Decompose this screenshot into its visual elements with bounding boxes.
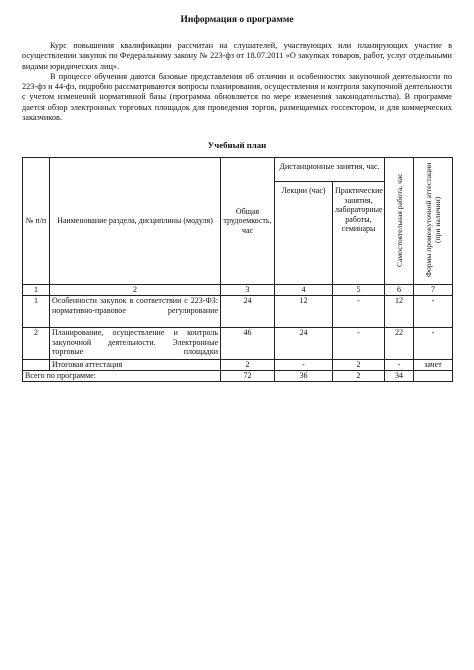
table-row bbox=[23, 296, 453, 328]
summary-lectures: 36 bbox=[275, 371, 333, 382]
column-number: 4 bbox=[275, 285, 333, 296]
attestation-lectures: - bbox=[275, 360, 333, 371]
attestation-total: 2 bbox=[221, 360, 275, 371]
attestation-self: - bbox=[385, 360, 414, 371]
row-forms: - bbox=[414, 296, 453, 328]
header-num: № п/п bbox=[23, 158, 50, 285]
row-lectures: 24 bbox=[275, 328, 333, 360]
curriculum-table bbox=[22, 157, 453, 382]
summary-row bbox=[23, 371, 453, 382]
intro-paragraph-1: Курс повышения квалификации рассчитан на слушателей, участвующих или планирующих участие в осуществлении закупок по Федеральному закону № 223-фз от 18.07.2011 «О закупках товаров, работ, услуг отдельными видами юридических лиц». bbox=[22, 41, 452, 71]
column-number: 6 bbox=[385, 285, 414, 296]
header-practical: Практические занятия, лабораторные работы, семинары bbox=[333, 182, 385, 285]
header-row-1 bbox=[23, 158, 453, 182]
summary-self: 34 bbox=[385, 371, 414, 382]
header-forms: Формы промежуточной аттестации (при наличии) bbox=[414, 158, 453, 285]
column-number: 1 bbox=[23, 285, 50, 296]
header-self: Самостоятельная работа, час bbox=[385, 158, 414, 285]
attestation-practical: 2 bbox=[333, 360, 385, 371]
header-name: Наименование раздела, дисциплины (модуля) bbox=[50, 158, 221, 285]
row-total: 24 bbox=[221, 296, 275, 328]
row-total: 46 bbox=[221, 328, 275, 360]
row-self: 12 bbox=[385, 296, 414, 328]
row-forms: - bbox=[414, 328, 453, 360]
column-numbers-row bbox=[23, 285, 453, 296]
header-total: Общая трудоемкость, час bbox=[221, 158, 275, 285]
column-number: 7 bbox=[414, 285, 453, 296]
table-row bbox=[23, 328, 453, 360]
row-practical: - bbox=[333, 296, 385, 328]
row-num: 2 bbox=[23, 328, 50, 360]
row-name: Планирование, осуществление и контроль закупочной деятельности. Электронные торговые площадки bbox=[50, 328, 221, 360]
summary-total: 72 bbox=[221, 371, 275, 382]
summary-forms bbox=[414, 371, 453, 382]
summary-name: Всего по программе: bbox=[23, 371, 221, 382]
attestation-row bbox=[23, 360, 453, 371]
intro-paragraph-2: В процессе обучения даются базовые представления об отличии и особенностях закупочной деятельности по 223-фз и 44-фз, подробно рассматриваются вопросы планирования, осуществления и контроля закупочной деятельности с учетом изменений нормативной базы (программа обновляется по мере изменения законодательства). В программе дается обзор электронных торговых площадок для проведения торгов, размещаемых госсектором, и для коммерческих заказчиков. bbox=[22, 71, 452, 123]
row-num: 1 bbox=[23, 296, 50, 328]
plan-title: Учебный план bbox=[207, 140, 267, 150]
intro-text bbox=[22, 41, 452, 123]
attestation-name: Итоговая аттестация bbox=[50, 360, 221, 371]
attestation-num bbox=[23, 360, 50, 371]
document-title: Информация о программе bbox=[180, 15, 294, 25]
attestation-forms: зачет bbox=[414, 360, 453, 371]
row-practical: - bbox=[333, 328, 385, 360]
column-number: 3 bbox=[221, 285, 275, 296]
row-self: 22 bbox=[385, 328, 414, 360]
row-name: Особенности закупок в соответствии с 223-ФЗ: нормативно-правовое регулирование bbox=[50, 296, 221, 328]
column-number: 2 bbox=[50, 285, 221, 296]
header-distance: Дистанционные занятия, час. bbox=[275, 158, 385, 182]
column-number: 5 bbox=[333, 285, 385, 296]
header-lectures: Лекции (час) bbox=[275, 182, 333, 285]
summary-practical: 2 bbox=[333, 371, 385, 382]
row-lectures: 12 bbox=[275, 296, 333, 328]
